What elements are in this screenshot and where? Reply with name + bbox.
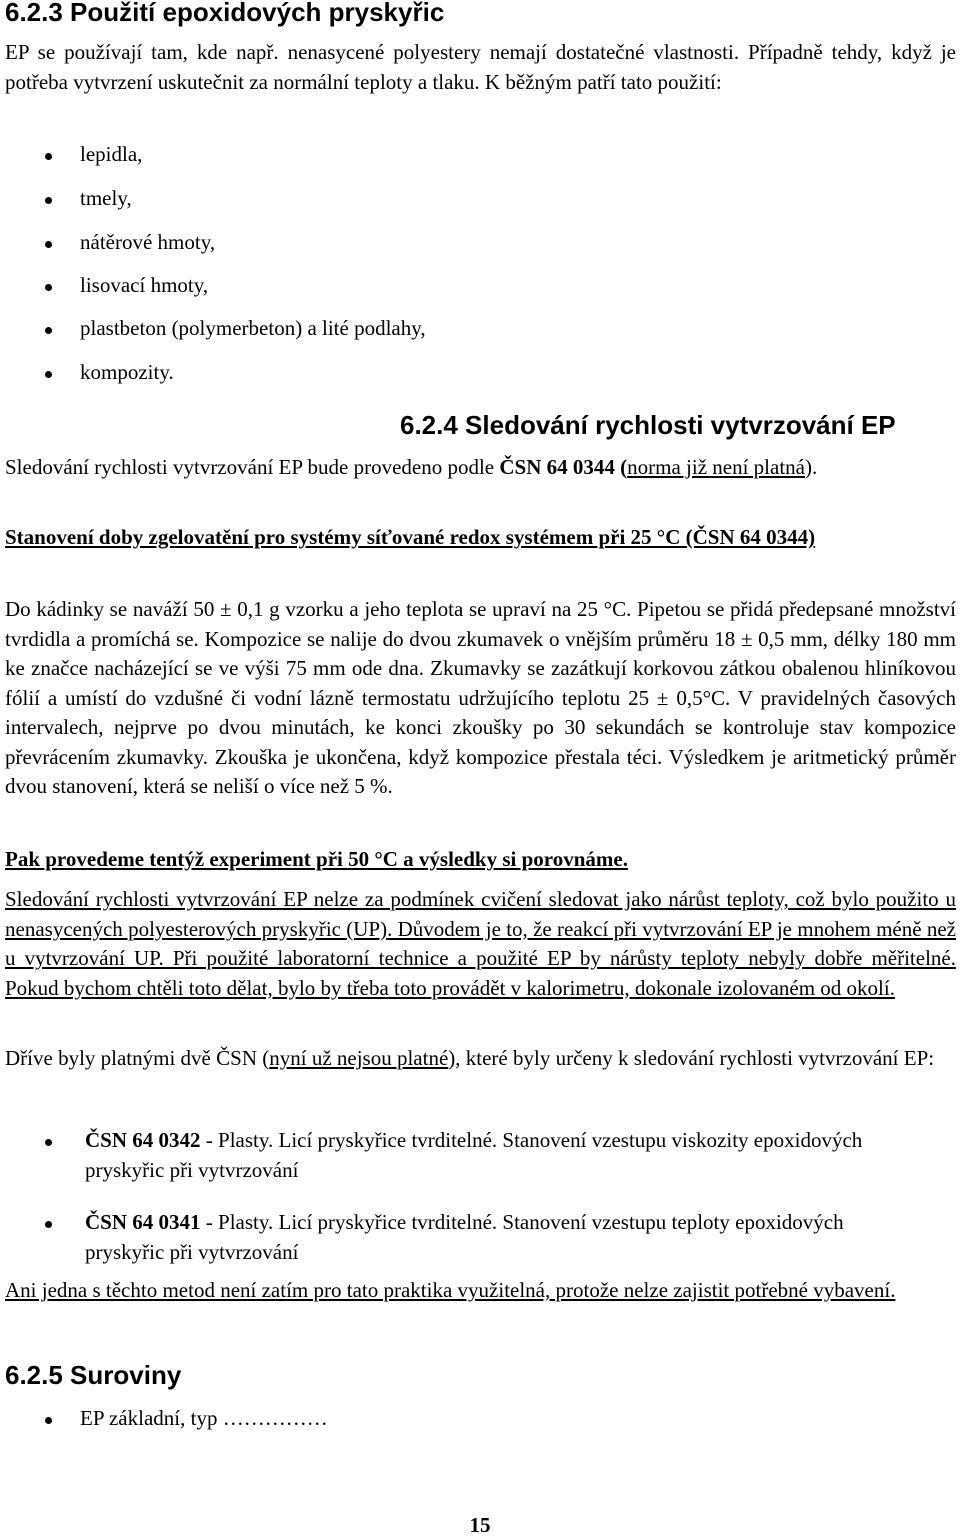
explanation-paragraph: Sledování rychlosti vytvrzování EP nelze za podmínek cvičení sledovat jako nárůst teploty, což bylo použito u nenasycených polyesterových pryskyřic (UP). Důvodem je to, že reakcí při vytvrzování EP je mnohem méně než u vytvrzování UP. Při použité laboratorní technice a použité EP by nárůsty teploty nebyly dobře měřitelné. Pokud bychom chtěli toto dělat, bylo by třeba toto provádět v kalorimetru, dokonale izolovaném od okolí. <box>5 887 956 1000</box>
standards-validity-note: nyní už nejsou platné <box>269 1046 449 1070</box>
page-number: 15 <box>469 1513 491 1537</box>
standards-intro: Dříve byly platnými dvě ČSN (nyní už nejsou platné), které byly určeny k sledování rychlosti vytvrzování EP: <box>5 1046 935 1070</box>
method-title: Stanovení doby zgelovatění pro systémy síťované redox systémem při 25 °C (ČSN 64 0344) <box>5 525 816 549</box>
bullet-icon <box>45 153 52 160</box>
norm-code: ČSN 64 0344 <box>499 455 615 479</box>
bullet-icon <box>45 241 52 248</box>
method-reference-paragraph: Sledování rychlosti vytvrzování EP bude provedeno podle ČSN 64 0344 (norma již není platná). <box>5 455 818 479</box>
norm-validity-note: norma již není platná <box>627 455 805 479</box>
experiment-note: Pak provedeme tentýž experiment při 50 °C a výsledky si porovnáme. <box>5 847 628 871</box>
bullet-icon <box>45 284 52 291</box>
heading-6-2-3: 6.2.3 Použití epoxidových pryskyřic <box>5 0 445 27</box>
standard-code: ČSN 64 0341 <box>85 1210 201 1234</box>
heading-6-2-5: 6.2.5 Suroviny <box>5 1360 182 1390</box>
bullet-icon <box>45 327 52 334</box>
heading-6-2-4: 6.2.4 Sledování rychlosti vytvrzování EP <box>400 410 896 440</box>
bullet-icon <box>45 197 52 204</box>
bullet-icon <box>45 1417 52 1424</box>
standard-code: ČSN 64 0342 <box>85 1128 201 1152</box>
conclusion-paragraph: Ani jedna s těchto metod není zatím pro tato praktika využitelná, protože nelze zajistit potřebné vybavení. <box>5 1278 896 1302</box>
procedure-paragraph: Do kádinky se naváží 50 ± 0,1 g vzorku a jeho teplota se upraví na 25 °C. Pipetou se přidá předepsané množství tvrdidla a promíchá se. Kompozice se nalije do dvou zkumavek o vnějším průměru 18 ± 0,5 mm, délky 180 mm ke značce nacházející se ve výši 75 mm ode dna. Zkumavky se zazátkují korkovou zátkou obalenou hliníkovou fólií a umístí do vzdušné či vodní lázně termostatu udržujícího teplotu 25 ± 0,5°C. V pravidelných časových intervalech, nejprve po dvou minutách, ke konci zkoušky po 30 sekundách se kontroluje stav kompozice převrácením zkumavky. Zkouška je ukončena, když kompozice přestala téci. Výsledkem je aritmetický průměr dvou stanovení, která se neliší o více než 5 %. <box>5 597 956 798</box>
bullet-icon <box>45 1221 52 1228</box>
bullet-icon <box>45 371 52 378</box>
bullet-icon <box>45 1139 52 1146</box>
intro-paragraph: EP se používají tam, kde např. nenasycené polyestery nemají dostatečné vlastnosti. Případně tehdy, když je potřeba vytvrzení uskutečnit za normální teploty a tlaku. K běžným patří tato použití: <box>5 40 956 94</box>
